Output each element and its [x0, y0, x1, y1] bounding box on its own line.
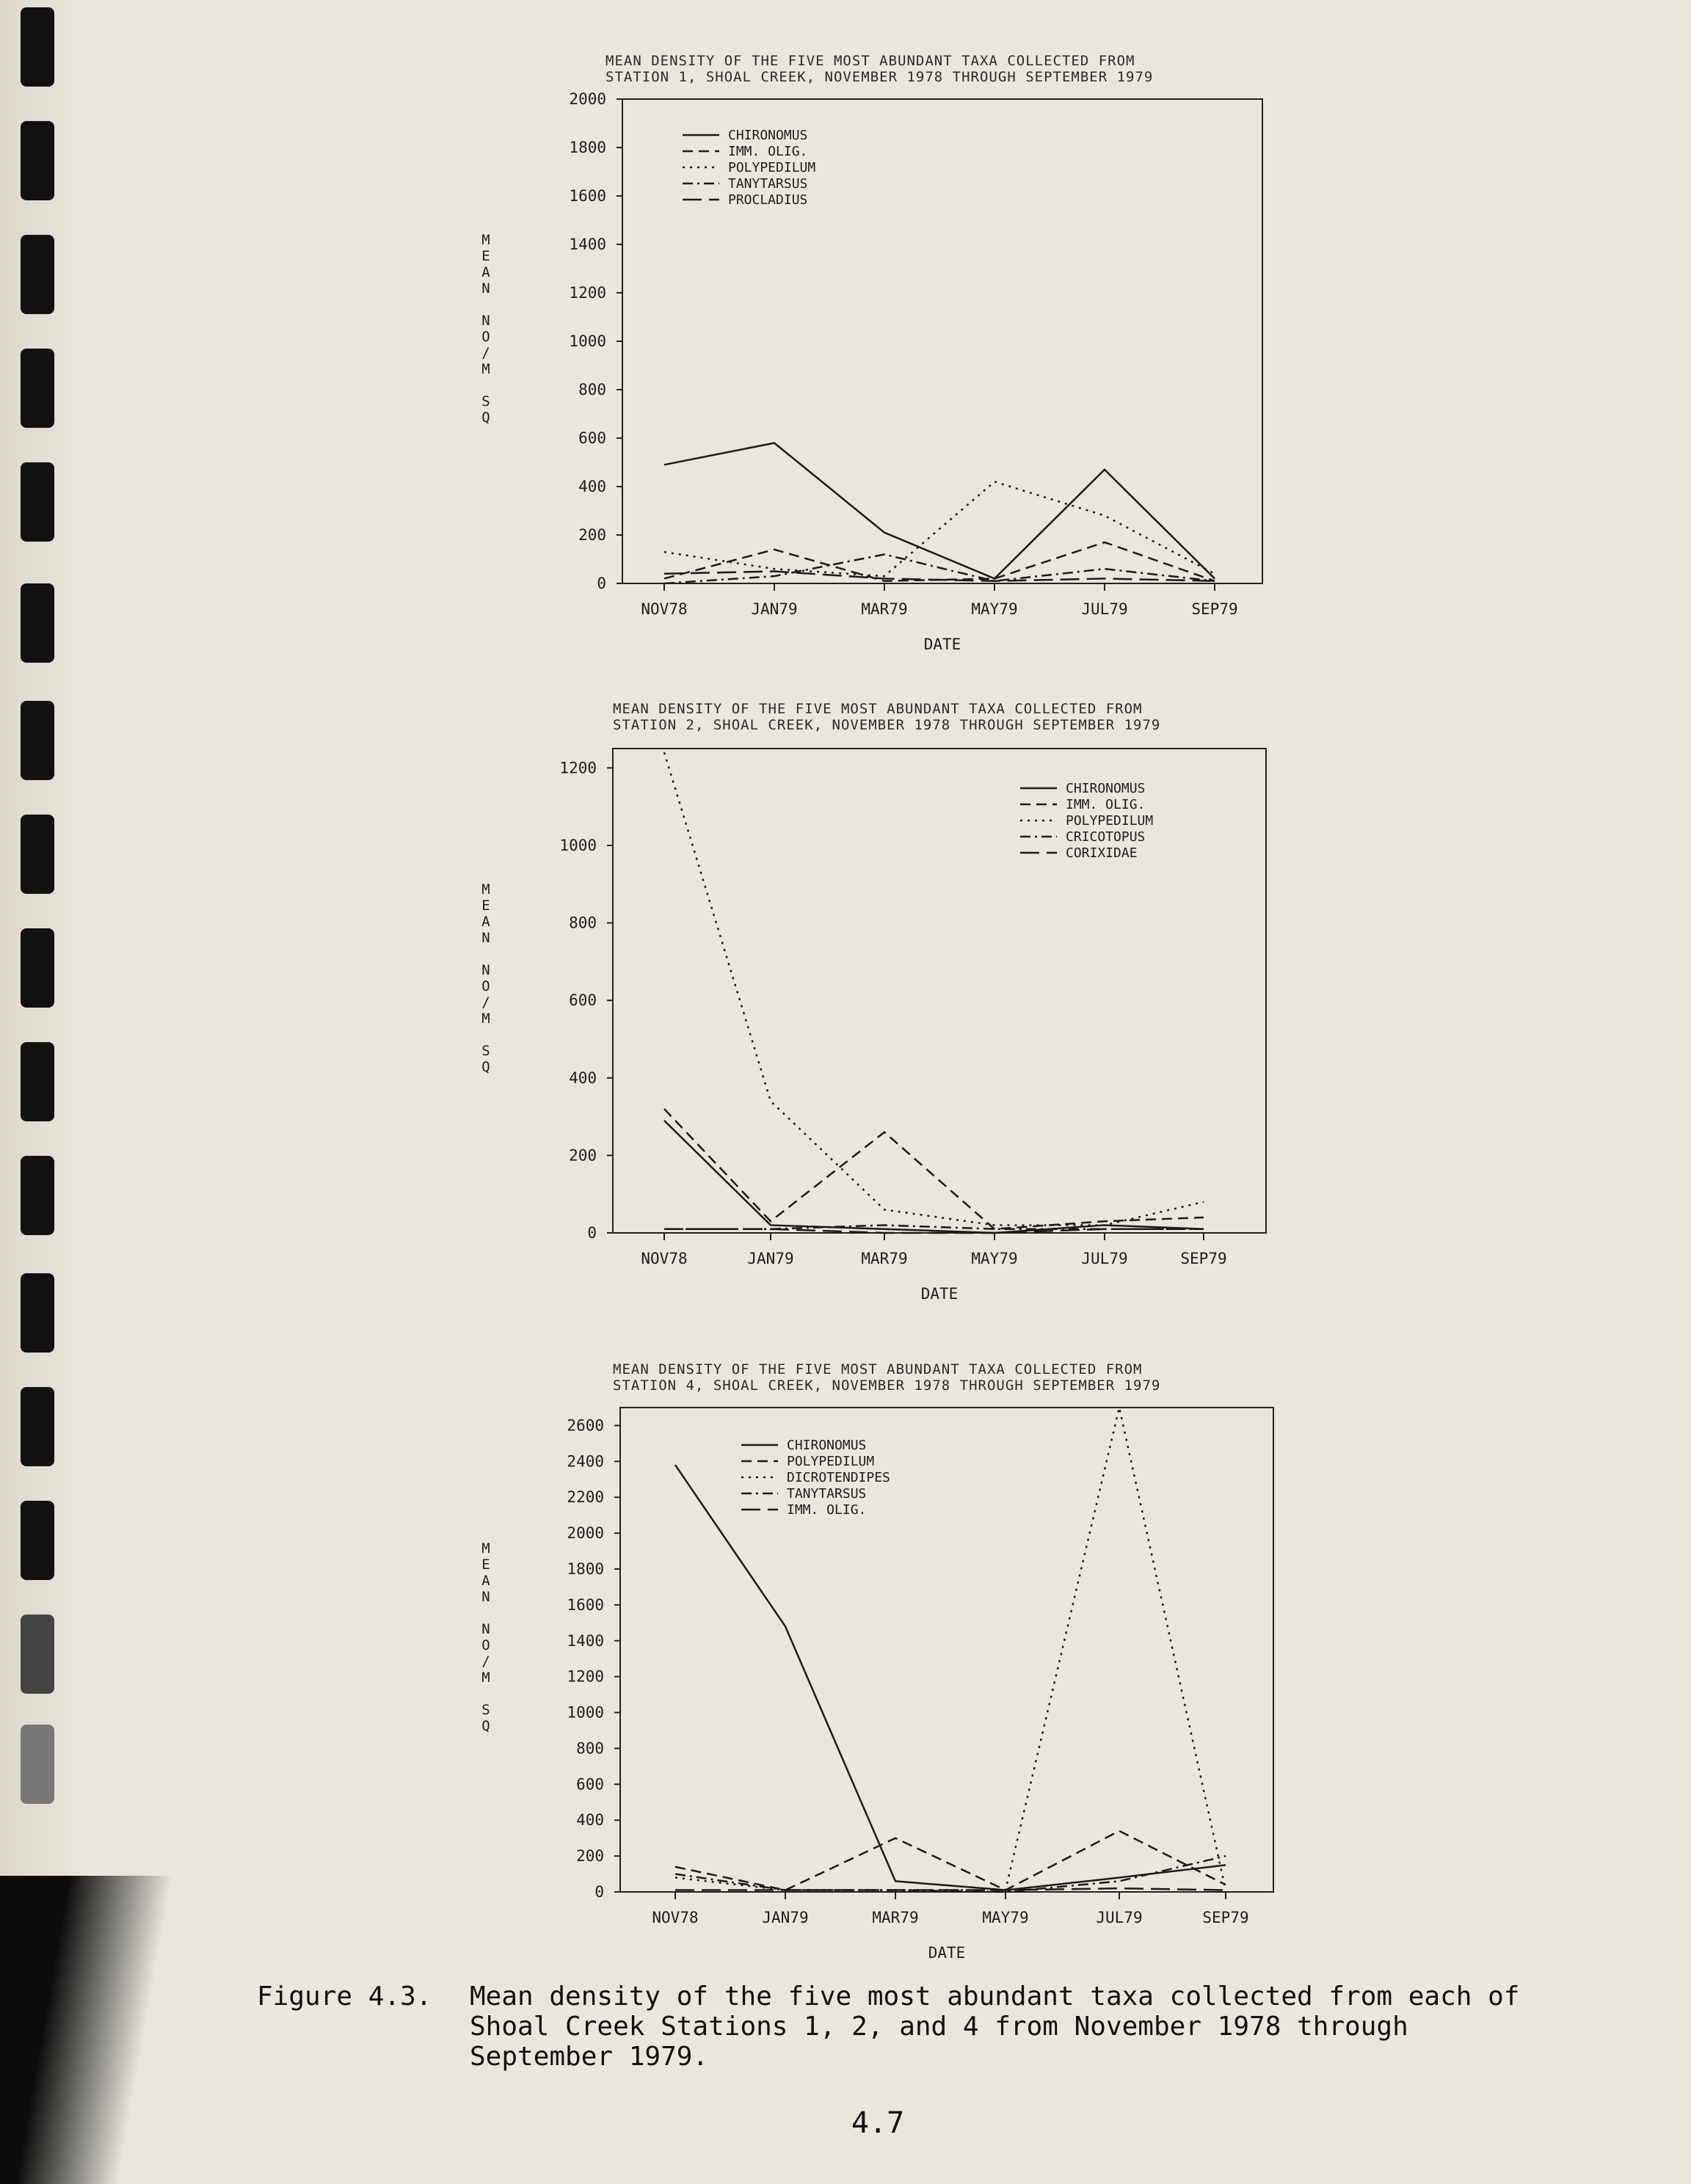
x-tick-label: SEP79: [1191, 600, 1238, 618]
y-tick-label: 1200: [567, 1667, 604, 1686]
y-tick-label: 800: [576, 1739, 604, 1758]
y-tick-label: 2400: [567, 1452, 604, 1471]
y-tick-label: 1000: [569, 332, 606, 350]
x-tick-label: SEP79: [1202, 1909, 1249, 1926]
chart-title-line-2: STATION 4, SHOAL CREEK, NOVEMBER 1978 THROUGH SEPTEMBER 1979: [613, 1377, 1161, 1394]
y-tick-label: 600: [578, 429, 606, 447]
figure-caption-text: Mean density of the five most abundant taxa collected from each of Shoal Creek Stations 1, 2, and 4 from November 1978 through September 1979.: [470, 1981, 1520, 2072]
chart-title-line-1: MEAN DENSITY OF THE FIVE MOST ABUNDANT TAXA COLLECTED FROM: [613, 1361, 1143, 1377]
x-tick-label: NOV78: [652, 1909, 699, 1926]
legend-label: CORIXIDAE: [1066, 845, 1138, 861]
y-tick-label: 1600: [569, 187, 606, 205]
y-tick-label: 1600: [567, 1595, 604, 1614]
series-line-polypedilum: [675, 1831, 1226, 1890]
legend-label: IMM. OLIG.: [728, 144, 808, 159]
y-tick-label: 1800: [569, 139, 606, 156]
x-tick-label: MAR79: [861, 600, 908, 618]
y-tick-label: 1000: [559, 837, 597, 854]
series-line-chironomus: [675, 1465, 1226, 1890]
x-tick-label: MAY79: [971, 600, 1018, 618]
y-tick-label: 2000: [569, 90, 606, 108]
plot-frame: [620, 1408, 1273, 1892]
y-tick-label: 400: [569, 1069, 597, 1087]
chart-title-line-1: MEAN DENSITY OF THE FIVE MOST ABUNDANT TAXA COLLECTED FROM: [613, 701, 1143, 717]
y-tick-label: 0: [587, 1224, 597, 1242]
y-tick-label: 800: [578, 381, 606, 398]
x-axis-label: DATE: [923, 636, 961, 653]
y-tick-label: 600: [569, 991, 597, 1010]
figure-number: Figure 4.3.: [257, 1981, 432, 2012]
y-tick-label: 0: [594, 1883, 604, 1901]
x-tick-label: JAN79: [762, 1909, 809, 1926]
legend-label: PROCLADIUS: [728, 192, 808, 208]
x-tick-label: NOV78: [641, 600, 688, 618]
legend-label: TANYTARSUS: [787, 1486, 867, 1502]
legend-label: IMM. OLIG.: [1066, 797, 1146, 812]
series-line-imm-olig: [675, 1888, 1226, 1890]
chart-title-line-2: STATION 1, SHOAL CREEK, NOVEMBER 1978 THROUGH SEPTEMBER 1979: [606, 69, 1154, 85]
legend-label: DICROTENDIPES: [787, 1470, 890, 1485]
y-tick-label: 0: [597, 575, 606, 592]
x-tick-label: MAR79: [861, 1250, 908, 1267]
legend-label: POLYPEDILUM: [787, 1454, 875, 1469]
y-tick-label: 2000: [567, 1524, 604, 1543]
y-tick-label: 200: [576, 1847, 604, 1866]
x-tick-label: JUL79: [1081, 600, 1128, 618]
legend-label: IMM. OLIG.: [787, 1502, 867, 1518]
page-number: 4.7: [851, 2106, 905, 2140]
y-tick-label: 2600: [567, 1416, 604, 1435]
x-tick-label: MAY79: [971, 1250, 1018, 1267]
y-tick-label: 1400: [567, 1631, 604, 1650]
x-tick-label: NOV78: [641, 1250, 688, 1267]
y-axis-label: M E A N N O / M S Q: [481, 232, 490, 426]
y-tick-label: 800: [569, 914, 597, 932]
y-tick-label: 200: [569, 1146, 597, 1165]
y-tick-label: 1800: [567, 1560, 604, 1578]
y-axis-label: M E A N N O / M S Q: [481, 881, 490, 1075]
x-tick-label: JAN79: [747, 1250, 794, 1267]
y-tick-label: 600: [576, 1775, 604, 1794]
x-tick-label: JAN79: [751, 600, 798, 618]
chart-title-line-1: MEAN DENSITY OF THE FIVE MOST ABUNDANT TAXA COLLECTED FROM: [606, 53, 1135, 69]
legend-label: CHIRONOMUS: [728, 128, 808, 143]
y-axis-label: M E A N N O / M S Q: [481, 1540, 490, 1734]
chart-title-line-2: STATION 2, SHOAL CREEK, NOVEMBER 1978 THROUGH SEPTEMBER 1979: [613, 717, 1161, 733]
x-tick-label: MAY79: [982, 1909, 1029, 1926]
legend-label: POLYPEDILUM: [728, 160, 816, 175]
y-tick-label: 1400: [569, 236, 606, 253]
y-tick-label: 2200: [567, 1488, 604, 1507]
x-tick-label: MAR79: [872, 1909, 919, 1926]
y-tick-label: 1000: [567, 1703, 604, 1722]
y-tick-label: 200: [578, 526, 606, 544]
x-tick-label: JUL79: [1081, 1250, 1128, 1267]
y-tick-label: 400: [576, 1811, 604, 1830]
x-axis-label: DATE: [920, 1285, 959, 1303]
legend-label: POLYPEDILUM: [1066, 813, 1154, 829]
series-line-dicrotendipes: [675, 1408, 1226, 1890]
y-tick-label: 1200: [559, 759, 597, 777]
x-tick-label: JUL79: [1096, 1909, 1143, 1926]
legend-label: CHIRONOMUS: [787, 1438, 867, 1453]
y-tick-label: 400: [578, 478, 606, 495]
y-tick-label: 1200: [569, 284, 606, 302]
x-tick-label: SEP79: [1180, 1250, 1227, 1267]
legend-label: CHIRONOMUS: [1066, 781, 1146, 796]
legend-label: CRICOTOPUS: [1066, 829, 1146, 845]
legend-label: TANYTARSUS: [728, 176, 808, 192]
x-axis-label: DATE: [928, 1944, 966, 1962]
